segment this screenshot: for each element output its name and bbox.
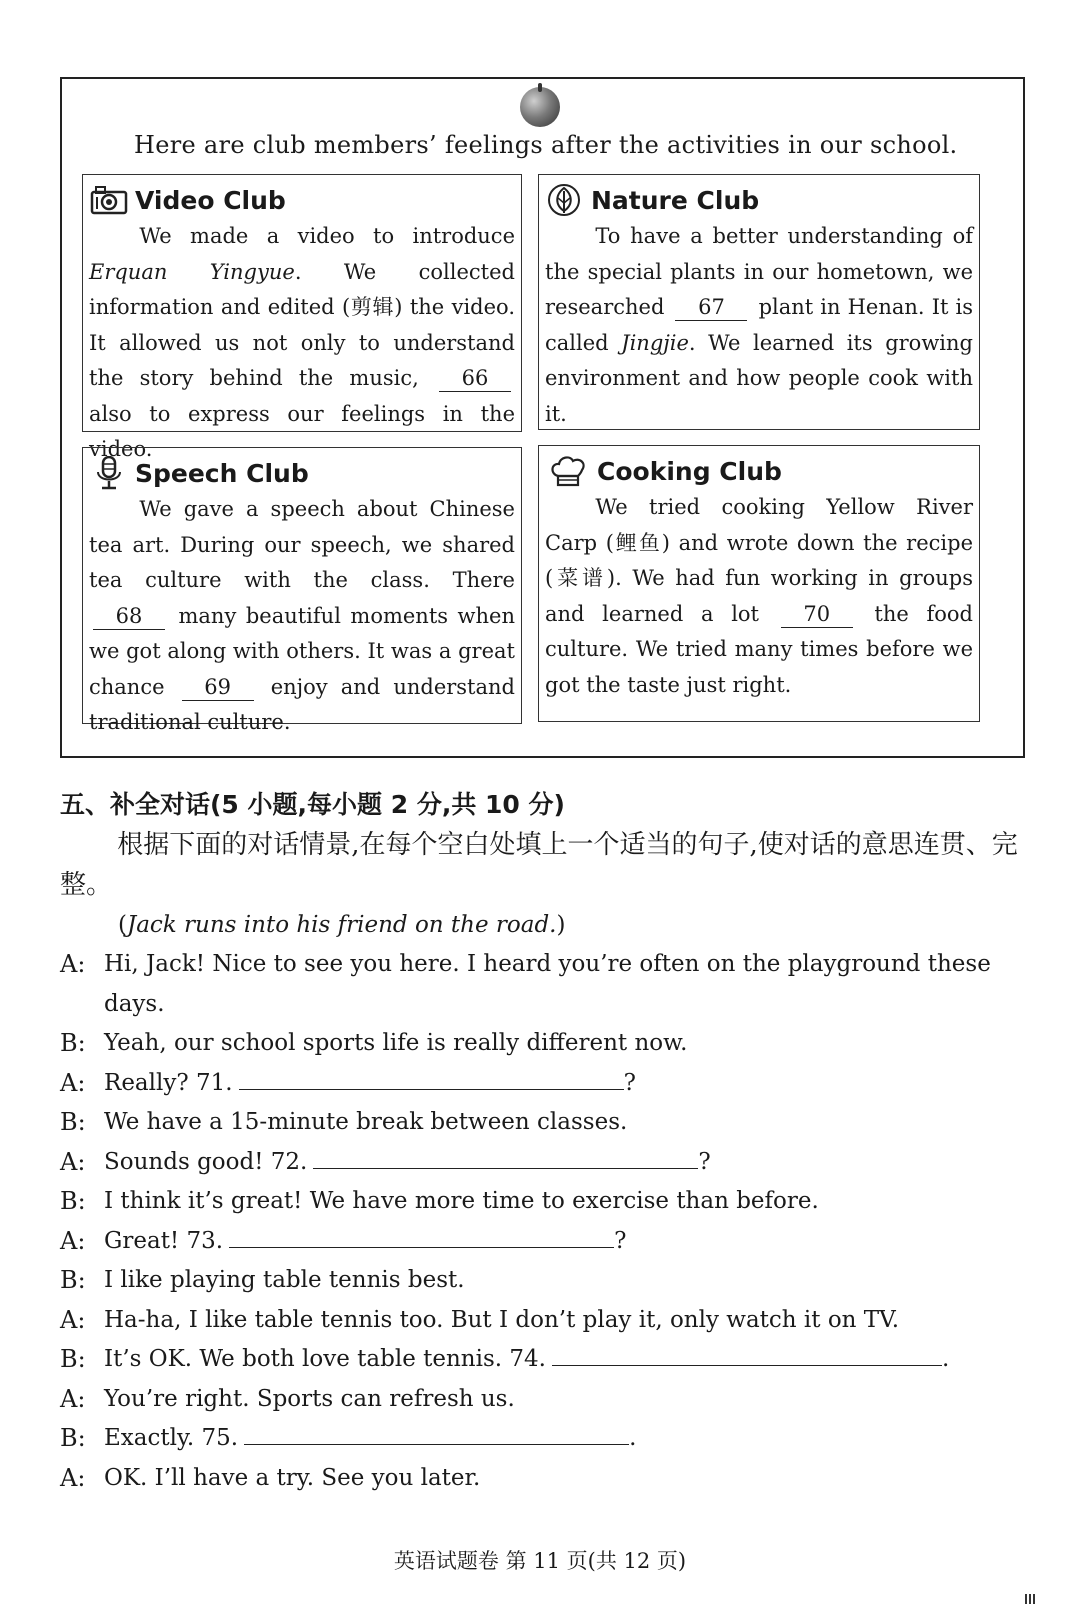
dialogue-line (60, 1143, 1030, 1183)
dialogue-lines (60, 945, 1030, 1498)
utterance: We have a 15-minute break between classes. (104, 1109, 628, 1135)
answer-blank[interactable] (229, 1223, 614, 1248)
cooking-club-card (538, 445, 980, 722)
dialogue-line (60, 1261, 1030, 1301)
section-title: 五、补全对话(5 小题,每小题 2 分,共 10 分) (60, 790, 565, 819)
dialogue-line (60, 1024, 1030, 1064)
chef-hat-icon (545, 454, 591, 488)
dialogue-line (60, 945, 1030, 1024)
answer-blank[interactable] (239, 1065, 624, 1090)
dialogue-line (60, 1064, 1030, 1104)
dialogue-line (60, 1301, 1030, 1341)
speaker-label: A: (60, 950, 86, 978)
answer-blank[interactable] (244, 1420, 629, 1445)
dialogue-line (60, 1380, 1030, 1420)
utterance: OK. I’ll have a try. See you later. (104, 1464, 481, 1491)
video-club-card (82, 174, 522, 461)
speaker-label: B: (60, 1266, 86, 1294)
dialogue-line (60, 1419, 1030, 1459)
page-footer: 英语试题卷 第 11 页(共 12 页) (393, 1549, 687, 1573)
utterance: Exactly. 75. . (104, 1419, 1030, 1459)
utterance: Ha-ha, I like table tennis too. But I don’t play it, only watch it on TV. (104, 1306, 900, 1333)
speaker-label: A: (60, 1384, 86, 1413)
utterance: Great! 73. ? (104, 1222, 1030, 1262)
utterance: Hi, Jack! Nice to see you here. I heard you’re often on the playground these days. (104, 951, 991, 1017)
answer-blank[interactable] (313, 1144, 698, 1169)
nature-club-card (538, 174, 980, 430)
speaker-label: B: (60, 1029, 86, 1057)
speaker-label: B: (60, 1345, 86, 1373)
blank-70[interactable]: 70 (781, 601, 853, 628)
speaker-label: B: (60, 1424, 86, 1452)
blank-67[interactable]: 67 (675, 294, 747, 321)
blank-66[interactable]: 66 (439, 365, 511, 392)
dialogue-section (60, 785, 1030, 1498)
dialogue-line (60, 1182, 1030, 1222)
dialogue-line (60, 1103, 1030, 1143)
speaker-label: A: (60, 1147, 86, 1176)
camera-icon (89, 183, 129, 217)
utterance: Really? 71. ? (104, 1064, 1030, 1104)
dialogue-line (60, 1459, 1030, 1499)
dialogue-line (60, 1222, 1030, 1262)
nature-club-title: Nature Club (591, 185, 760, 215)
utterance: I like playing table tennis best. (104, 1267, 465, 1293)
section-instruction: 根据下面的对话情景,在每个空白处填上一个适当的句子,使对话的意思连贯、完整。 (60, 830, 1018, 900)
club-feelings-box (60, 77, 1025, 758)
speaker-label: A: (60, 1305, 86, 1334)
speech-club-title: Speech Club (135, 458, 309, 488)
cooking-club-text: We tried cooking Yellow River Carp (鲤鱼) and wrote down the recipe (菜谱). We had fun working in groups and learned a lot 70 the food culture. We tried many times before we got the taste just right. (545, 495, 973, 697)
utterance: Sounds good! 72. ? (104, 1143, 1030, 1183)
video-club-title: Video Club (135, 185, 286, 215)
scene-description: (Jack runs into his friend on the road.) (118, 912, 566, 938)
answer-blank[interactable] (552, 1341, 942, 1366)
cooking-club-title: Cooking Club (597, 456, 782, 486)
utterance: You’re right. Sports can refresh us. (104, 1385, 515, 1412)
speaker-label: A: (60, 1463, 86, 1492)
leaf-icon (545, 183, 585, 217)
blank-69[interactable]: 69 (182, 674, 254, 701)
dialogue-line (60, 1340, 1030, 1380)
qr-code-icon (1025, 1594, 1035, 1604)
speaker-label: B: (60, 1108, 86, 1136)
speaker-label: A: (60, 1226, 86, 1255)
speech-club-card (82, 447, 522, 734)
apple-icon (520, 87, 560, 127)
speaker-label: A: (60, 1068, 86, 1097)
utterance: Yeah, our school sports life is really different now. (104, 1030, 688, 1056)
nature-club-text: To have a better understanding of the special plants in our hometown, we researched 67 plant in Henan. It is called Jingjie. We learned its growing environment and how people cook with it. (545, 224, 974, 426)
utterance: It’s OK. We both love table tennis. 74. . (104, 1340, 1030, 1380)
intro-text: Here are club members’ feelings after the activities in our school. (134, 131, 958, 159)
blank-68[interactable]: 68 (93, 603, 165, 630)
microphone-icon (89, 456, 129, 490)
utterance: I think it’s great! We have more time to exercise than before. (104, 1188, 819, 1214)
speaker-label: B: (60, 1187, 86, 1215)
speech-club-text: We gave a speech about Chinese tea art. During our speech, we shared tea culture with the class. There 68 many beautiful moments when we got along with others. It was a great chance 69 enjoy and understand traditional culture. (89, 497, 515, 734)
video-club-text: We made a video to introduce Erquan Yingyue. We collected information and edited (剪辑) the video. It allowed us not only to understand the story behind the music, 66 also to express our feelings in the video. (89, 224, 515, 461)
